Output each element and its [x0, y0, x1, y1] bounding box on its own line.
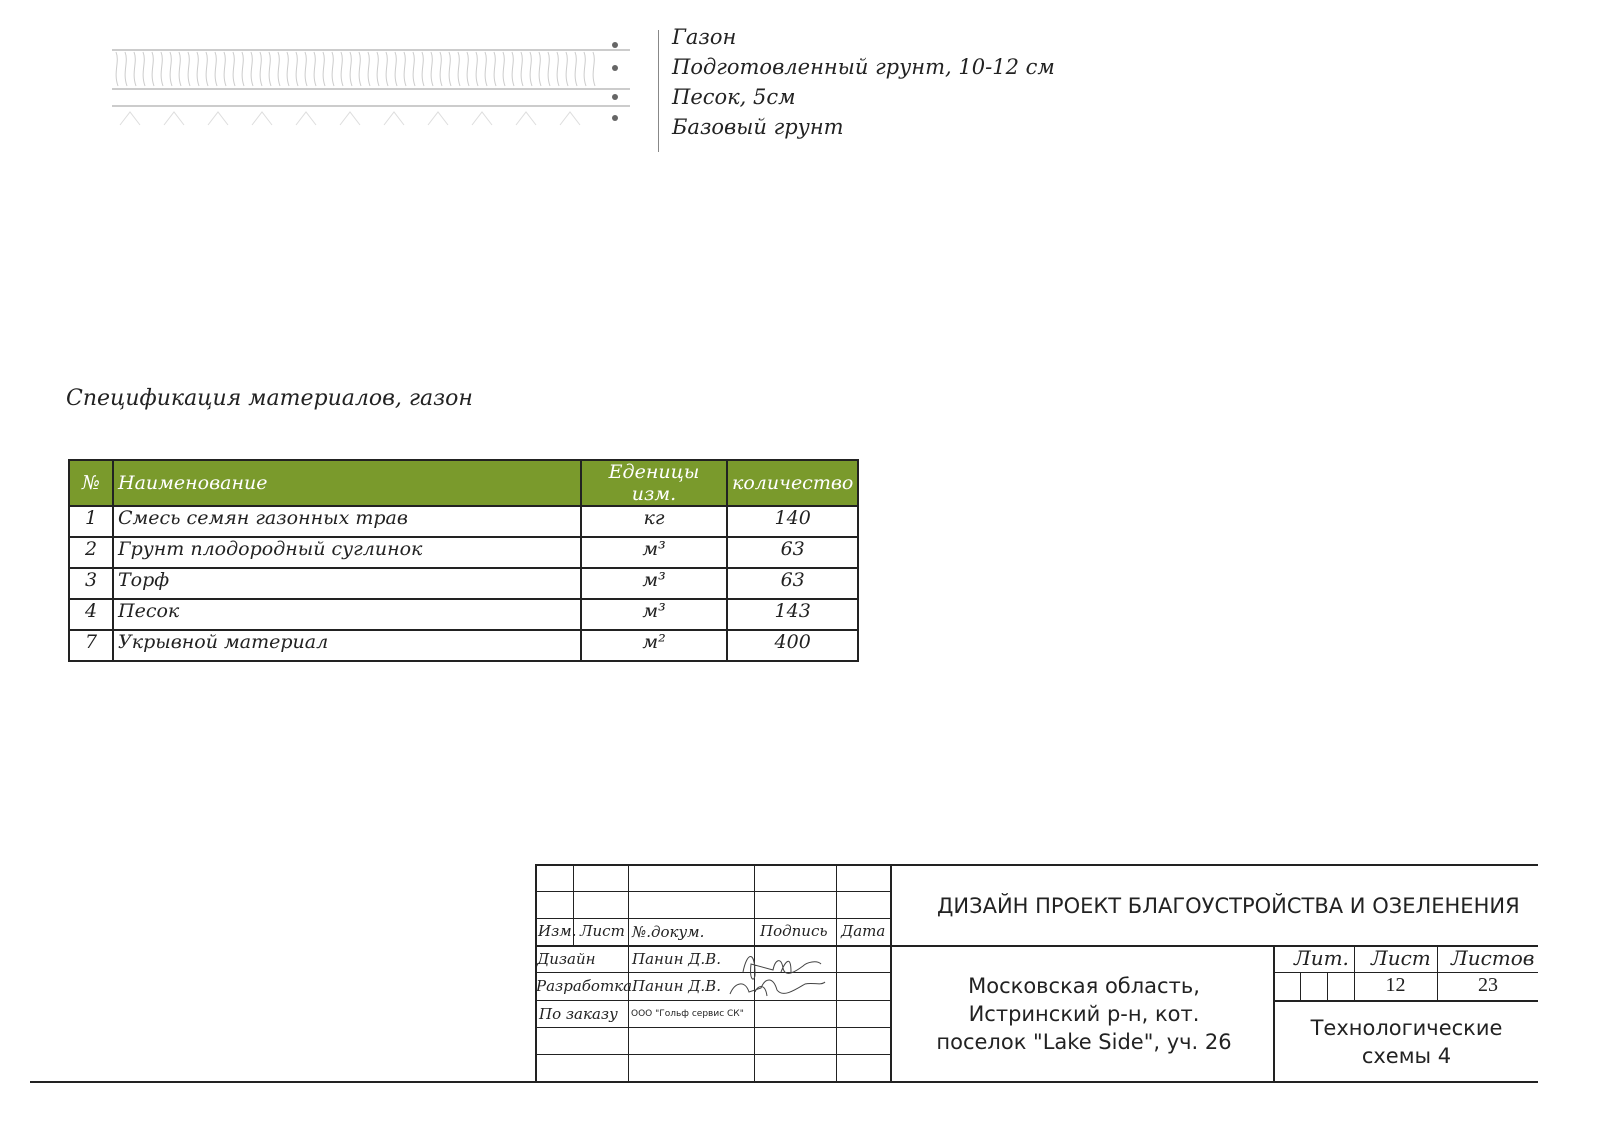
row-name: Торф — [113, 568, 581, 599]
table-row — [69, 506, 858, 537]
row-qty: 143 — [727, 599, 858, 630]
table-row — [69, 568, 858, 599]
row-number: 2 — [69, 537, 113, 568]
row-number: 7 — [69, 630, 113, 661]
col-header: № — [69, 460, 113, 506]
col-header-sign: Подпись — [760, 922, 828, 940]
soil-section-drawing — [110, 30, 650, 140]
col-header-list: Лист — [580, 922, 625, 940]
row-number: 4 — [69, 599, 113, 630]
row-unit: кг — [581, 506, 727, 537]
sheet-label: Лист — [1371, 946, 1431, 970]
role-person: Панин Д.В. — [632, 950, 721, 968]
drawing-name-line: Технологические — [1310, 1016, 1503, 1040]
row-unit: м³ — [581, 599, 727, 630]
row-qty: 63 — [727, 568, 858, 599]
legend-divider — [658, 30, 659, 152]
signature — [725, 942, 835, 1004]
address — [895, 972, 1273, 1056]
row-unit: м³ — [581, 537, 727, 568]
row-number: 1 — [69, 506, 113, 537]
row-unit: м² — [581, 630, 727, 661]
role-person: ООО "Гольф сервис СК" — [631, 1009, 744, 1019]
address-line: поселок "Lake Side", уч. 26 — [936, 1030, 1232, 1054]
drawing-name-line: схемы 4 — [1361, 1044, 1452, 1068]
bottom-frame-line — [30, 1081, 1538, 1083]
legend-layer: Подготовленный грунт, 10-12 см — [672, 55, 1055, 79]
row-number: 3 — [69, 568, 113, 599]
spec-header-row — [69, 460, 858, 506]
row-qty: 400 — [727, 630, 858, 661]
section-legend — [672, 22, 1055, 142]
row-name: Грунт плодородный суглинок — [113, 537, 581, 568]
spec-title: Спецификация материалов, газон — [66, 386, 473, 411]
col-header-date: Дата — [841, 922, 886, 940]
row-name: Укрывной материал — [113, 630, 581, 661]
col-header-doc: №.докум. — [632, 923, 705, 941]
address-line: Истринский р-н, кот. — [968, 1002, 1200, 1026]
col-header: Наименование — [113, 460, 581, 506]
legend-layer: Песок, 5см — [672, 85, 796, 109]
table-row — [69, 537, 858, 568]
drawing-name — [1275, 1014, 1538, 1070]
sheets-label: Листов — [1451, 946, 1535, 970]
lit-label: Лит. — [1294, 946, 1349, 970]
role-person: Панин Д.В. — [632, 977, 721, 995]
spec-table — [68, 459, 859, 662]
role-label: По заказу — [539, 1005, 618, 1023]
col-header-izm: Изм. — [538, 922, 577, 940]
title-block — [535, 864, 1538, 1082]
address-line: Московская область, — [968, 974, 1200, 998]
row-name: Песок — [113, 599, 581, 630]
role-label: Дизайн — [537, 950, 596, 968]
sheets-count: 23 — [1478, 974, 1498, 996]
row-unit: м³ — [581, 568, 727, 599]
legend-layer: Базовый грунт — [672, 115, 844, 139]
table-row — [69, 599, 858, 630]
legend-layer: Газон — [672, 25, 737, 49]
row-qty: 140 — [727, 506, 858, 537]
role-label: Разработка — [536, 977, 633, 995]
sheet-number: 12 — [1385, 974, 1406, 996]
col-header: количество — [727, 460, 858, 506]
table-row — [69, 630, 858, 661]
row-name: Смесь семян газонных трав — [113, 506, 581, 537]
row-qty: 63 — [727, 537, 858, 568]
col-header: Еденицы изм. — [581, 460, 727, 506]
project-title: ДИЗАЙН ПРОЕКТ БЛАГОУСТРОЙСТВА И ОЗЕЛЕНЕНИЯ — [937, 894, 1520, 918]
